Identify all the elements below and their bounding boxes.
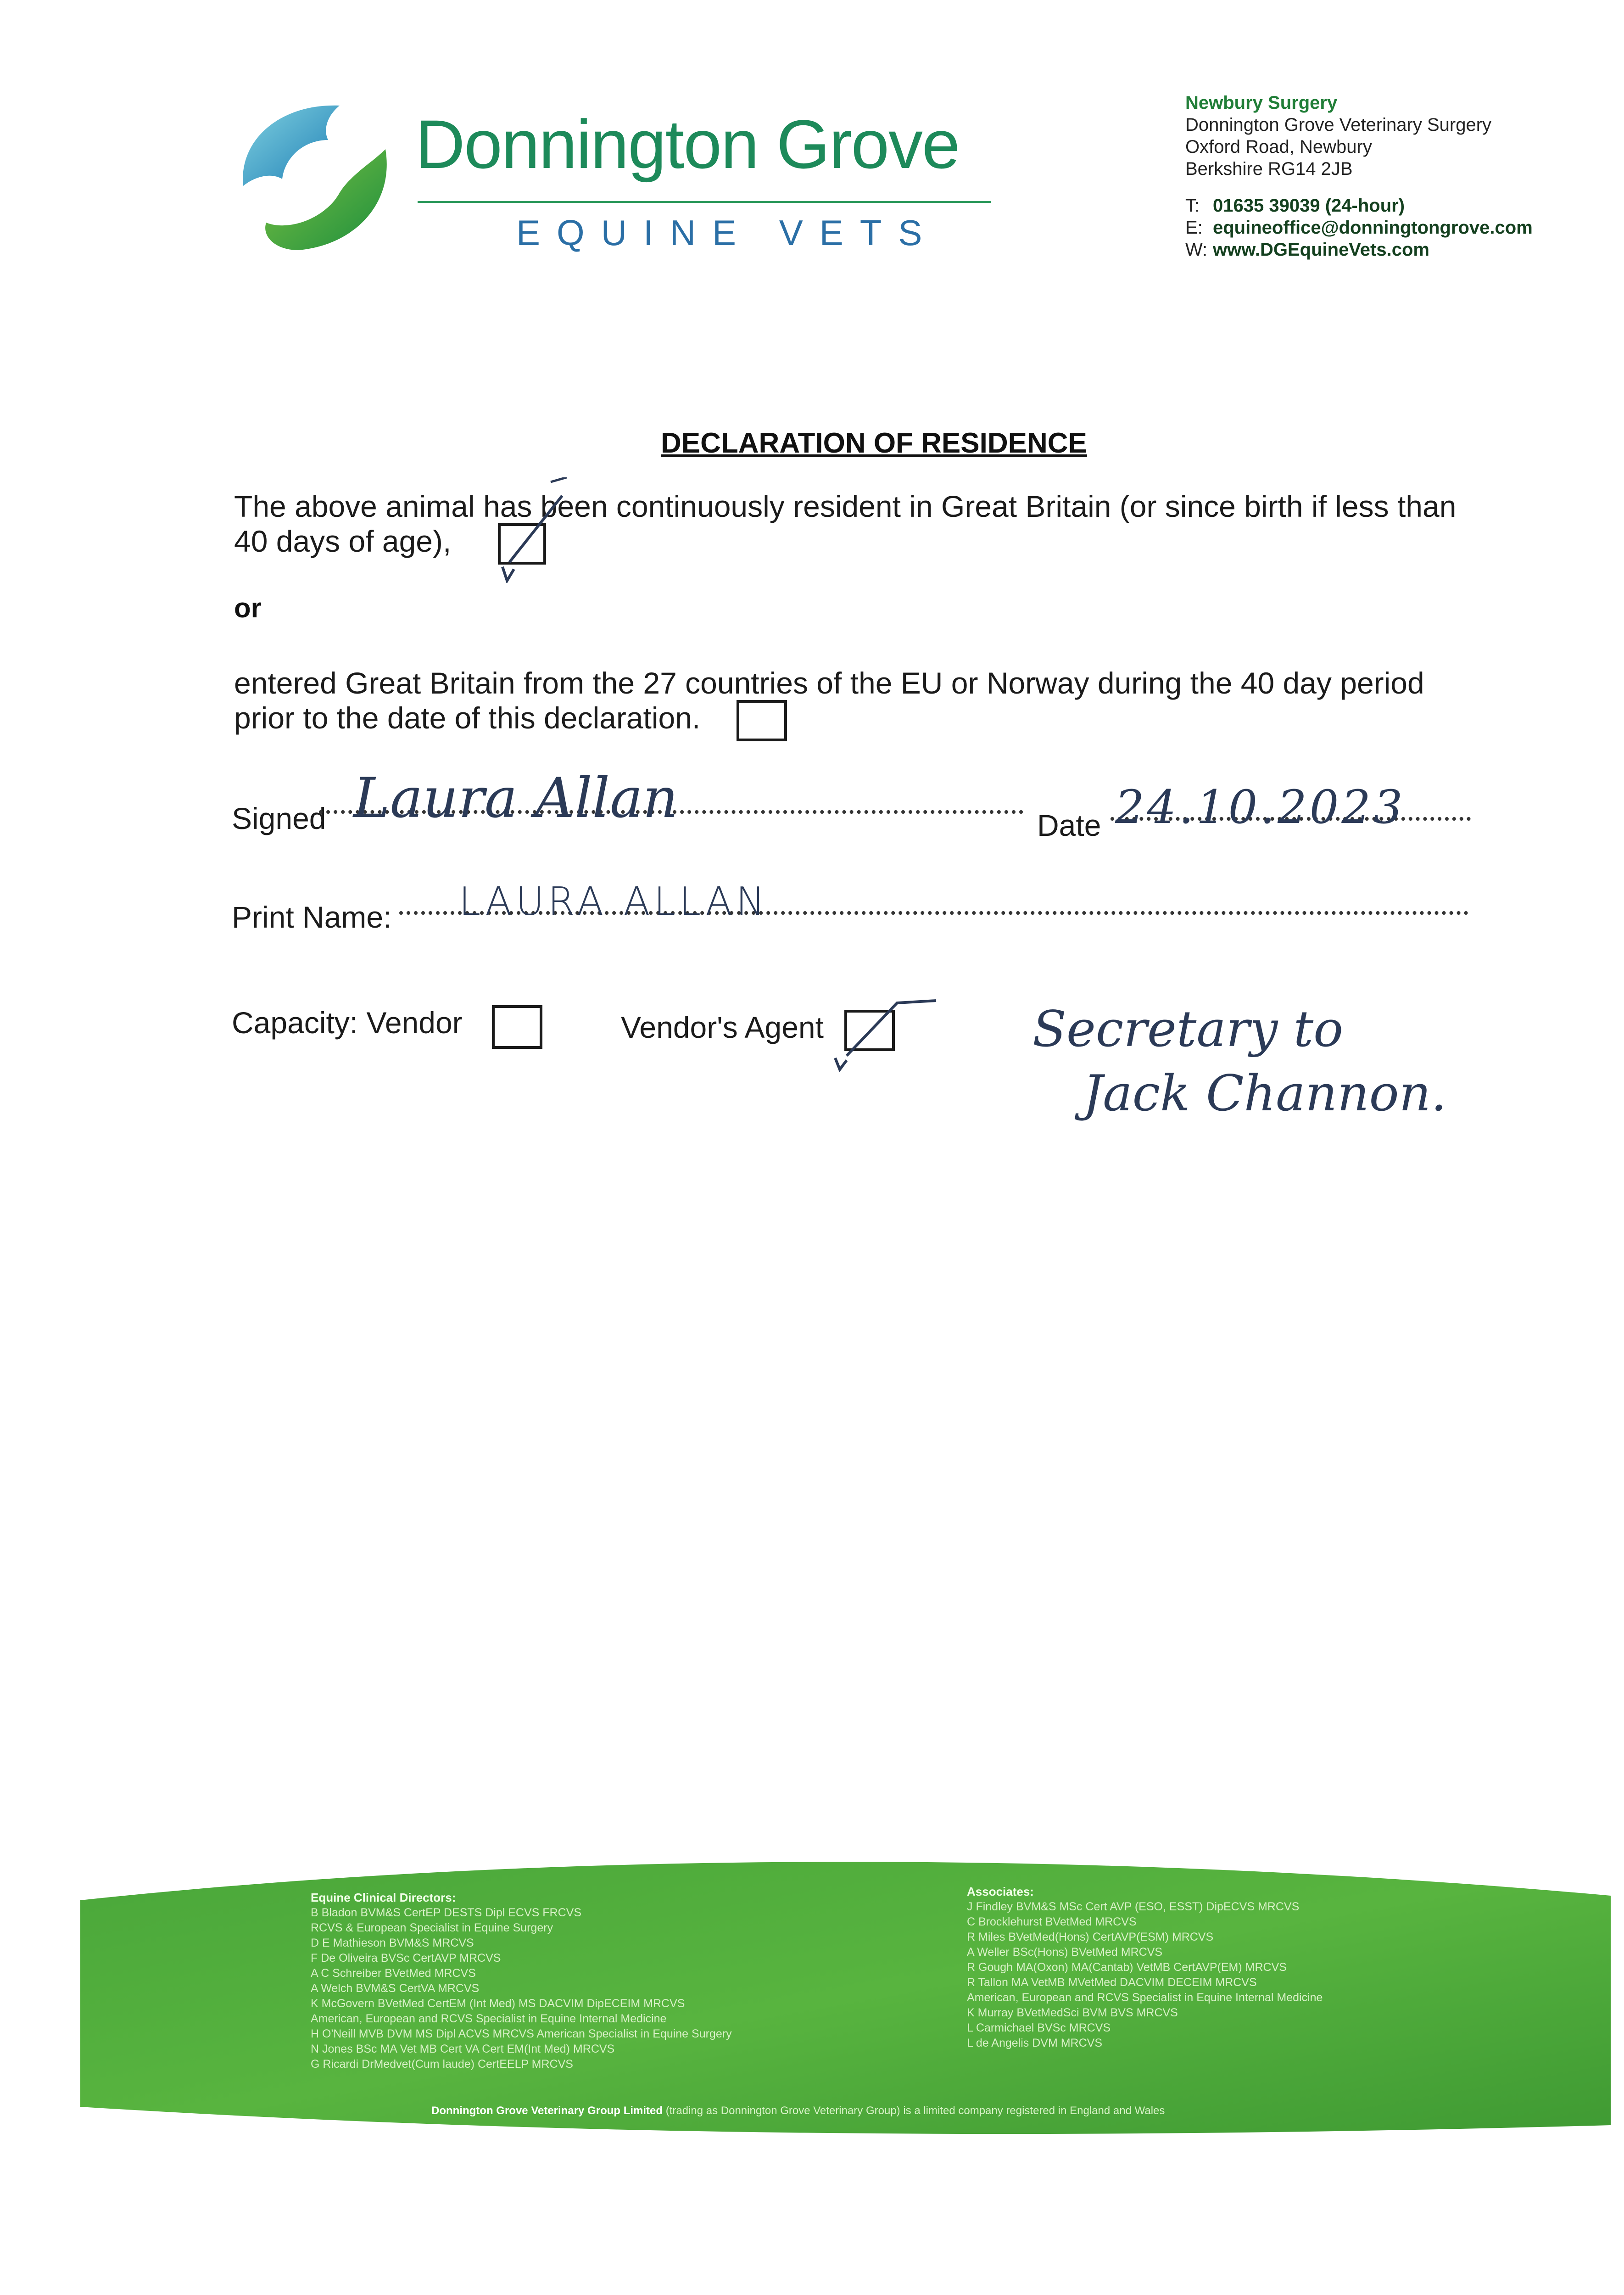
associate-entry: R Miles BVetMed(Hons) CertAVP(ESM) MRCVS xyxy=(967,1931,1214,1943)
contact-label: E: xyxy=(1185,218,1203,238)
phone-value: 01635 39039 (24-hour) xyxy=(1213,196,1405,216)
address-line: Berkshire RG14 2JB xyxy=(1185,159,1353,179)
director-entry: K McGovern BVetMed CertEM (Int Med) MS DACVIM DipECEIM MRCVS xyxy=(311,1997,685,2010)
address-line: Donnington Grove Veterinary Surgery xyxy=(1185,115,1492,135)
directors-heading: Equine Clinical Directors: xyxy=(311,1891,456,1904)
brand-subtitle: EQUINE VETS xyxy=(516,213,939,253)
associate-entry: L de Angelis DVM MRCVS xyxy=(967,2037,1103,2049)
director-entry: N Jones BSc MA Vet MB Cert VA Cert EM(Int Med) MRCVS xyxy=(311,2043,615,2055)
associate-entry: American, European and RCVS Specialist in Equine Internal Medicine xyxy=(967,1991,1323,2004)
address-block xyxy=(1185,92,1491,180)
residence-statement-line2: 40 days of age), xyxy=(234,524,452,558)
clinical-directors-list xyxy=(311,1890,732,2072)
director-entry: American, European and RCVS Specialist in Equine Internal Medicine xyxy=(311,2012,667,2025)
tick-mark-icon xyxy=(482,477,574,583)
date-value: 24.10.2023 xyxy=(1115,780,1406,834)
contact-label: T: xyxy=(1185,196,1200,216)
signature-value: Laura Allan xyxy=(353,767,678,830)
email-value: equineoffice@donningtongrove.com xyxy=(1213,218,1533,238)
director-entry: H O'Neill MVB DVM MS Dipl ACVS MRCVS American Specialist in Equine Surgery xyxy=(311,2027,732,2040)
associate-entry: A Weller BSc(Hons) BVetMed MRCVS xyxy=(967,1946,1163,1959)
capacity-vendor-label: Capacity: Vendor xyxy=(232,1006,463,1040)
residence-statement-line1: The above animal has been continuously resident in Great Britain (or since birth if less than xyxy=(234,489,1457,523)
entry-statement-line2: prior to the date of this declaration. xyxy=(234,701,701,735)
brand-divider xyxy=(418,201,991,203)
capacity-note-line2: Jack Channon. xyxy=(1083,1065,1447,1122)
associate-entry: R Gough MA(Oxon) MA(Cantab) VetMB CertAVP(EM) MRCVS xyxy=(967,1961,1287,1974)
declaration-title: DECLARATION OF RESIDENCE xyxy=(661,427,1087,459)
contact-web xyxy=(1185,239,1533,261)
associate-entry: K Murray BVetMedSci BVM BVS MRCVS xyxy=(967,2006,1178,2019)
director-entry: A Welch BVM&S CertVA MRCVS xyxy=(311,1982,480,1995)
brand-name: Donnington Grove xyxy=(415,106,960,183)
print-name-label: Print Name: xyxy=(232,900,392,934)
tick-mark-icon xyxy=(826,991,945,1079)
company-name: Donnington Grove Veterinary Group Limited xyxy=(431,2105,663,2117)
entered-checkbox[interactable] xyxy=(737,700,787,741)
surgery-name: Newbury Surgery xyxy=(1185,93,1338,113)
director-entry: RCVS & European Specialist in Equine Surgery xyxy=(311,1921,553,1934)
print-name-value: LAURA ALLAN xyxy=(459,879,769,924)
director-entry: D E Mathieson BVM&S MRCVS xyxy=(311,1937,474,1949)
logo-horse-mark-icon xyxy=(234,99,399,257)
associate-entry: R Tallon MA VetMB MVetMed DACVIM DECEIM MRCVS xyxy=(967,1976,1257,1989)
vendor-checkbox[interactable] xyxy=(492,1005,542,1049)
or-separator: or xyxy=(234,593,262,623)
contact-block xyxy=(1185,195,1533,261)
contact-label: W: xyxy=(1185,240,1208,260)
signed-label: Signed xyxy=(232,801,326,835)
date-label: Date xyxy=(1037,808,1101,842)
director-entry: F De Oliveira BVSc CertAVP MRCVS xyxy=(311,1952,501,1965)
associate-entry: C Brocklehurst BVetMed MRCVS xyxy=(967,1915,1137,1928)
contact-email xyxy=(1185,217,1533,239)
contact-phone xyxy=(1185,195,1533,217)
director-entry: A C Schreiber BVetMed MRCVS xyxy=(311,1967,476,1980)
capacity-note-line1: Secretary to xyxy=(1032,1001,1344,1058)
vendors-agent-label: Vendor's Agent xyxy=(621,1010,824,1044)
associate-entry: L Carmichael BVSc MRCVS xyxy=(967,2021,1111,2034)
company-note: (trading as Donnington Grove Veterinary Group) is a limited company registered in England and Wales xyxy=(663,2105,1165,2117)
associates-list xyxy=(967,1884,1323,2051)
address-line: Oxford Road, Newbury xyxy=(1185,137,1372,157)
web-value: www.DGEquineVets.com xyxy=(1213,240,1429,260)
company-registration xyxy=(431,2105,1165,2117)
director-entry: B Bladon BVM&S CertEP DESTS Dipl ECVS FRCVS xyxy=(311,1906,582,1919)
associates-heading: Associates: xyxy=(967,1885,1034,1898)
director-entry: G Ricardi DrMedvet(Cum laude) CertEELP MRCVS xyxy=(311,2058,573,2071)
footer-band xyxy=(0,1845,1624,2166)
associate-entry: J Findley BVM&S MSc Cert AVP (ESO, ESST) DipECVS MRCVS xyxy=(967,1900,1300,1913)
entry-statement-line1: entered Great Britain from the 27 countries of the EU or Norway during the 40 day period xyxy=(234,666,1424,700)
